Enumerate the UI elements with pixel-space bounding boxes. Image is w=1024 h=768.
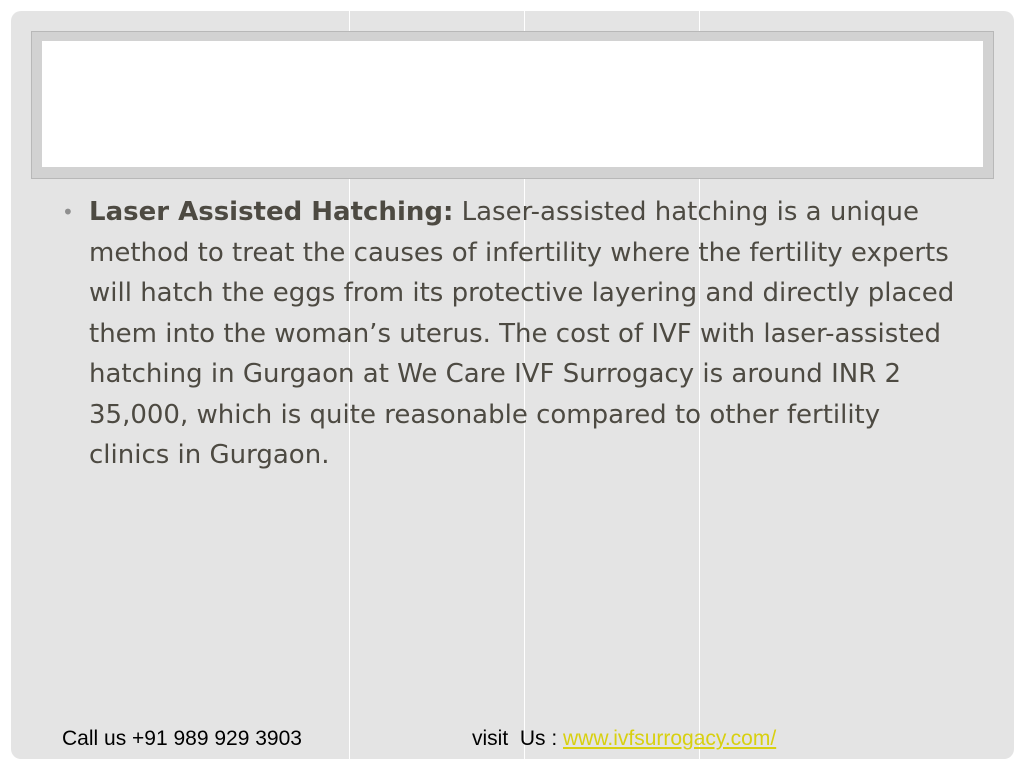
content-body [62, 192, 962, 476]
bullet-text: Laser-assisted hatching is a unique method to treat the causes of infertility where the fertility experts will hatch the eggs from its protective layering and directly placed them into the woman’s uterus. The cost of IVF with laser-assisted hatching in Gurgaon at We Care IVF Surrogacy is around INR 2 35,000, which is quite reasonable compared to other fertility clinics in Gurgaon. [89, 197, 955, 470]
title-placeholder [42, 41, 983, 167]
footer-visit [472, 727, 776, 751]
bullet-item [62, 192, 962, 476]
bullet-icon: • [62, 200, 74, 224]
website-link[interactable]: www.ivfsurrogacy.com/ [563, 727, 777, 750]
title-frame [31, 31, 994, 179]
bullet-heading: Laser Assisted Hatching: [89, 197, 454, 227]
visit-label: visit Us : [472, 727, 564, 750]
footer-phone: Call us +91 989 929 3903 [62, 727, 302, 750]
